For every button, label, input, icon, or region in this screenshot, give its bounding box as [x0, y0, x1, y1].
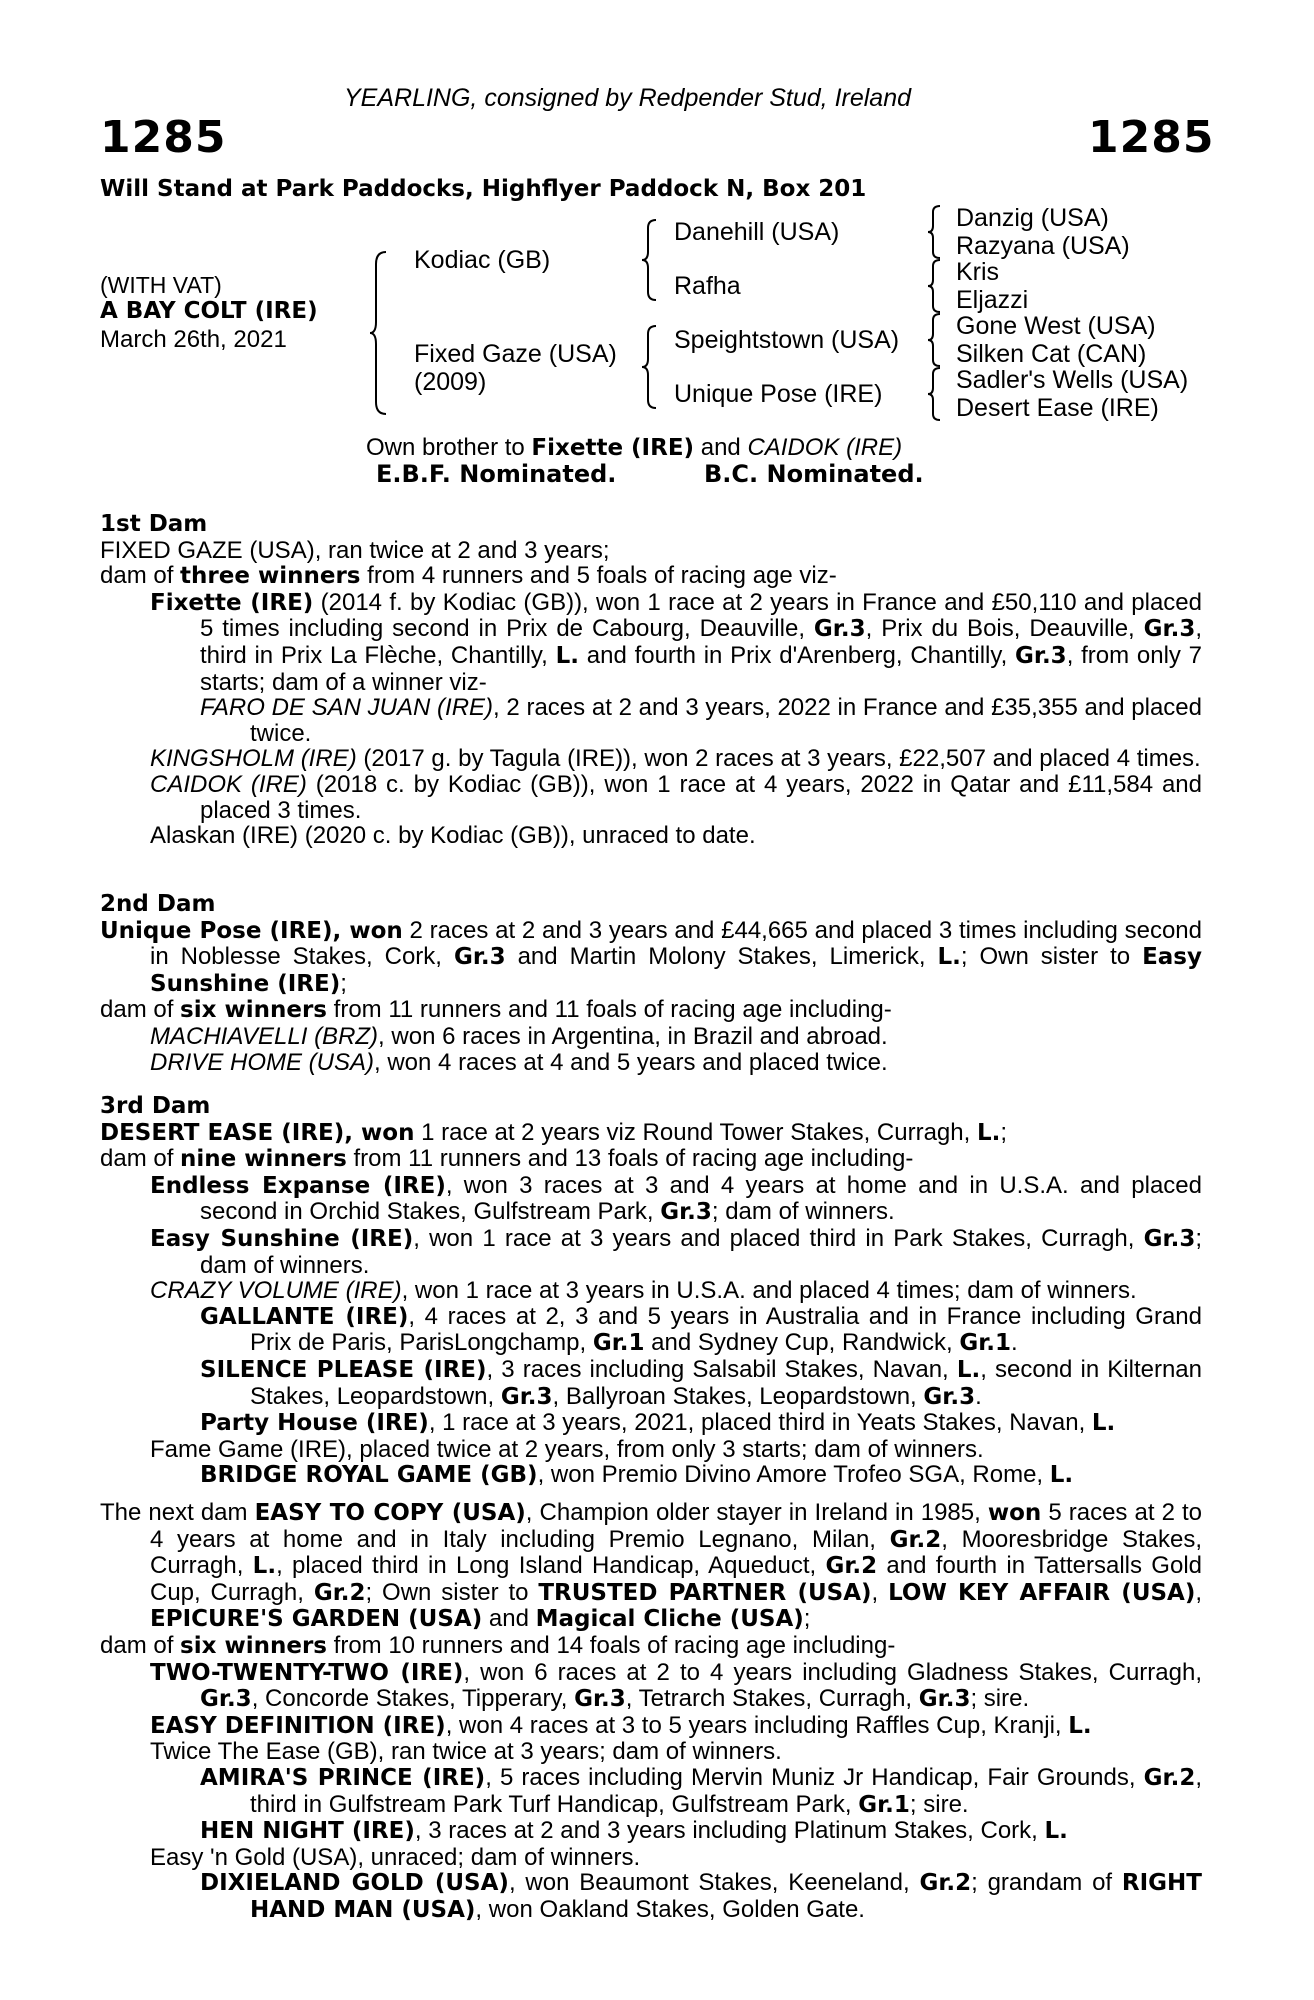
next-dam-section: [100, 1500, 1202, 1924]
pedigree-sire: Kodiac (GB): [414, 246, 551, 274]
produce-easy-sunshine: Easy Sunshine (IRE), won 1 race at 3 years and placed third in Park Stakes, Curragh, Gr.3; dam of winners.: [150, 1224, 1203, 1279]
produce-fame-game: Fame Game (IRE), placed twice at 2 years, from only 3 starts; dam of winners.: [150, 1435, 984, 1463]
pedigree-dam-brace: [640, 324, 658, 410]
pedigree-sds: Kris: [956, 258, 1000, 286]
first-dam-produce-summary: dam of three winners from 4 runners and 5 foals of racing age viz-: [100, 562, 837, 590]
pedigree-brace-4: [926, 366, 942, 422]
stand-location: Will Stand at Park Paddocks, Highflyer Paddock N, Box 201: [100, 176, 867, 202]
produce-caidok: CAIDOK (IRE) (2018 c. by Kodiac (GB)), won 1 race at 4 years, 2022 in Qatar and £11,584 and placed 3 times.: [150, 770, 1203, 824]
produce-gallante: GALLANTE (IRE), 4 races at 2, 3 and 5 years in Australia and in France including Grand Prix de Paris, ParisLongchamp, Gr.1 and Sydney Cup, Randwick, Gr.1.: [200, 1302, 1202, 1357]
produce-dixieland-gold: DIXIELAND GOLD (USA), won Beaumont Stakes, Keeneland, Gr.2; grandam of RIGHT HAND MAN (USA), won Oakland Stakes, Golden Gate.: [200, 1869, 1202, 1923]
pedigree-brace-1: [926, 204, 942, 260]
pedigree-ssd: Razyana (USA): [956, 232, 1130, 260]
third-dam-heading: 3rd Dam: [100, 1093, 211, 1119]
produce-faro-de-san-juan: FARO DE SAN JUAN (IRE), 2 races at 2 and 3 years, 2022 in France and £35,355 and placed twice.: [200, 694, 1202, 747]
second-dam-record: Unique Pose (IRE), won 2 races at 2 and 3 years and £44,665 and placed 3 times including second in Noblesse Stakes, Cork, Gr.3 and Martin Molony Stakes, Limerick, L.; Own sister to Easy Sunshine (IRE);: [100, 916, 1202, 997]
produce-alaskan: Alaskan (IRE) (2020 c. by Kodiac (GB)), unraced to date.: [150, 822, 756, 850]
horse-name: A BAY COLT (IRE): [100, 298, 318, 324]
vat-note: (WITH VAT): [100, 272, 222, 298]
bc-nominated: B.C. Nominated.: [704, 460, 924, 488]
pedigree-dsd: Silken Cat (CAN): [956, 340, 1147, 368]
produce-endless-expanse: Endless Expanse (IRE), won 3 races at 3 and 4 years at home and in U.S.A. and placed second in Orchid Stakes, Gulfstream Park, Gr.3; dam of winners.: [150, 1171, 1202, 1226]
produce-two-twenty-two: TWO-TWENTY-TWO (IRE), won 6 races at 2 to 4 years including Gladness Stakes, Curragh, Gr.3, Concorde Stakes, Tipperary, Gr.3, Tetrarch Stakes, Curragh, Gr.3; sire.: [150, 1658, 1202, 1713]
produce-amiras-prince: AMIRA'S PRINCE (IRE), 5 races including Mervin Muniz Jr Handicap, Fair Grounds, Gr.2, third in Gulfstream Park Turf Handicap, Gulfstream Park, Gr.1; sire.: [200, 1763, 1202, 1818]
foaling-date: March 26th, 2021: [100, 326, 287, 353]
first-dam-line: FIXED GAZE (USA), ran twice at 2 and 3 years;: [100, 536, 610, 564]
produce-easy-n-gold: Easy 'n Gold (USA), unraced; dam of winners.: [150, 1843, 641, 1871]
pedigree-sire-brace: [640, 218, 658, 302]
pedigree-sire-sire: Danehill (USA): [674, 218, 840, 246]
produce-crazy-volume: CRAZY VOLUME (IRE), won 1 race at 3 years in U.S.A. and placed 4 times; dam of winners.: [150, 1277, 1137, 1305]
pedigree-dss: Gone West (USA): [956, 312, 1156, 340]
pedigree-sdd: Eljazzi: [956, 286, 1029, 314]
own-brother-note: Own brother to Fixette (IRE) and CAIDOK (IRE): [366, 434, 903, 461]
second-dam-section: [100, 892, 1202, 1075]
third-dam-section: [100, 1094, 1202, 1489]
pedigree-sire-dam: Rafha: [674, 272, 741, 300]
next-dam-produce-summary: dam of six winners from 10 runners and 14 foals of racing age including-: [100, 1631, 896, 1659]
second-dam-heading: 2nd Dam: [100, 891, 216, 917]
next-dam-record: The next dam EASY TO COPY (USA), Champion older stayer in Ireland in 1985, won 5 races at 2 to 4 years at home and in Italy including Premio Legnano, Milan, Gr.2, Mooresbridge Stakes, Curragh, L., placed third in Long Island Handicap, Aqueduct, Gr.2 and fourth in Tattersalls Gold Cup, Curragh, Gr.2; Own sister to TRUSTED PARTNER (USA), LOW KEY AFFAIR (USA), EPICURE'S GARDEN (USA) and Magical Cliche (USA);: [100, 1499, 1203, 1633]
ebf-nominated: E.B.F. Nominated.: [376, 460, 617, 488]
produce-kingsholm: KINGSHOLM (IRE) (2017 g. by Tagula (IRE)), won 2 races at 3 years, £22,507 and placed 4 times.: [150, 745, 1201, 773]
first-dam-section: [100, 512, 1202, 849]
lot-number-right: 1285: [1088, 112, 1215, 163]
pedigree-dam-dam: Unique Pose (IRE): [674, 380, 883, 408]
pedigree-ddd: Desert Ease (IRE): [956, 394, 1159, 422]
produce-fixette: Fixette (IRE) (2014 f. by Kodiac (GB)), won 1 race at 2 years in France and £50,110 and placed 5 times including second in Prix de Cabourg, Deauville, Gr.3, Prix du Bois, Deauville, Gr.3, third in Prix La Flèche, Chantilly, L. and fourth in Prix d'Arenberg, Chantilly, Gr.3, from only 7 starts; dam of a winner viz-: [150, 588, 1203, 696]
first-dam-heading: 1st Dam: [100, 511, 208, 537]
lot-number-left: 1285: [100, 112, 227, 163]
second-dam-produce-summary: dam of six winners from 11 runners and 11 foals of racing age including-: [100, 996, 892, 1024]
produce-twice-the-ease: Twice The Ease (GB), ran twice at 3 years; dam of winners.: [150, 1738, 782, 1766]
produce-silence-please: SILENCE PLEASE (IRE), 3 races including Salsabil Stakes, Navan, L., second in Kilternan Stakes, Leopardstown, Gr.3, Ballyroan Stakes, Leopardstown, Gr.3.: [200, 1355, 1203, 1410]
produce-hen-night: HEN NIGHT (IRE), 3 races at 2 and 3 years including Platinum Stakes, Cork, L.: [200, 1817, 1068, 1845]
pedigree-dam-year: (2009): [414, 368, 487, 396]
catalogue-subtitle: YEARLING, consigned by Redpender Stud, Ireland: [344, 84, 912, 112]
produce-machiavelli: MACHIAVELLI (BRZ), won 6 races in Argentina, in Brazil and abroad.: [150, 1022, 888, 1050]
pedigree-main-brace: [368, 250, 388, 416]
produce-easy-definition: EASY DEFINITION (IRE), won 4 races at 3 to 5 years including Raffles Cup, Kranji, L.: [150, 1711, 1092, 1739]
pedigree-dam-sire: Speightstown (USA): [674, 326, 900, 354]
pedigree-dam: Fixed Gaze (USA): [414, 340, 617, 368]
pedigree-dds: Sadler's Wells (USA): [956, 366, 1189, 394]
pedigree-sss: Danzig (USA): [956, 204, 1109, 232]
pedigree-brace-2: [926, 258, 942, 314]
produce-party-house: Party House (IRE), 1 race at 3 years, 2021, placed third in Yeats Stakes, Navan, L.: [200, 1409, 1116, 1437]
produce-drive-home: DRIVE HOME (USA), won 4 races at 4 and 5 years and placed twice.: [150, 1048, 888, 1076]
pedigree-brace-3: [926, 312, 942, 368]
third-dam-produce-summary: dam of nine winners from 11 runners and 13 foals of racing age including-: [100, 1145, 914, 1173]
produce-bridge-royal-game: BRIDGE ROYAL GAME (GB), won Premio Divino Amore Trofeo SGA, Rome, L.: [200, 1461, 1074, 1489]
third-dam-record: DESERT EASE (IRE), won 1 race at 2 years viz Round Tower Stakes, Curragh, L.;: [100, 1118, 1008, 1146]
